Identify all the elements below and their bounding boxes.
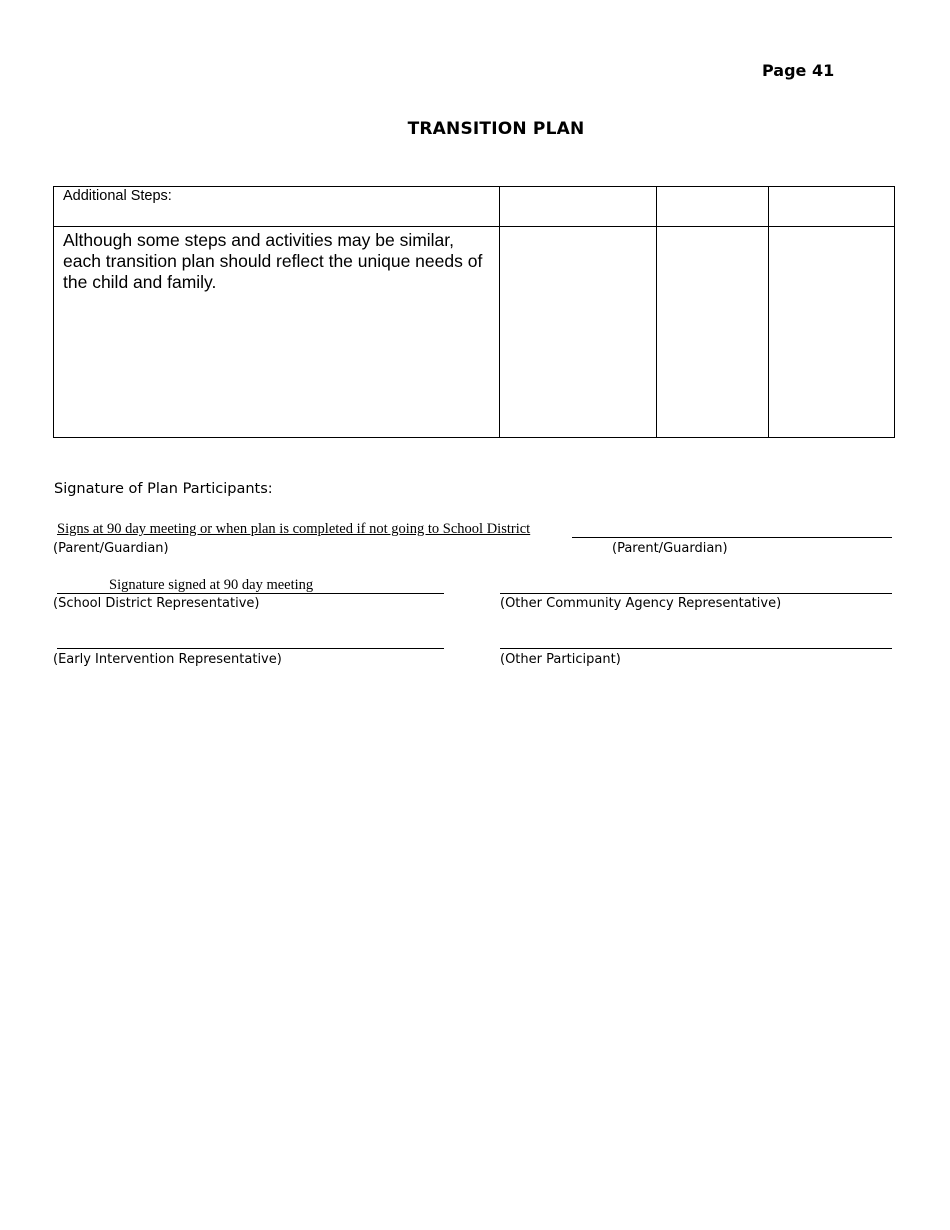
table-cell[interactable]: [500, 187, 657, 227]
parent-guardian-2-signature-line[interactable]: [572, 537, 892, 538]
table-cell[interactable]: [769, 227, 895, 438]
early-intervention-signature-line[interactable]: [57, 648, 444, 649]
page-title: TRANSITION PLAN: [407, 119, 585, 139]
table-cell-steps-header: [54, 187, 500, 227]
additional-steps-label: Additional Steps:: [63, 188, 172, 204]
community-agency-label: (Other Community Agency Representative): [500, 596, 782, 611]
table-cell[interactable]: [500, 227, 657, 438]
additional-steps-table: [53, 186, 895, 438]
school-district-label: (School District Representative): [53, 596, 260, 611]
early-intervention-label: (Early Intervention Representative): [53, 652, 282, 667]
community-agency-signature-line[interactable]: [500, 593, 892, 594]
page-number: Page 41: [762, 61, 835, 80]
table-cell[interactable]: [657, 227, 769, 438]
table-body-row: [54, 227, 895, 438]
table-cell[interactable]: [769, 187, 895, 227]
other-participant-label: (Other Participant): [500, 652, 621, 667]
other-participant-signature-line[interactable]: [500, 648, 892, 649]
school-district-signature-entry[interactable]: Signature signed at 90 day meeting: [109, 577, 314, 593]
steps-guidance-text: Although some steps and activities may be similar, each transition plan should reflect the unique needs of the child and family.: [63, 230, 483, 292]
school-district-signature-line[interactable]: [57, 593, 444, 594]
table-cell-steps-body[interactable]: [54, 227, 500, 438]
parent-guardian-signature-entry[interactable]: Signs at 90 day meeting or when plan is completed if not going to School District: [57, 521, 531, 537]
signature-heading: Signature of Plan Participants:: [54, 481, 273, 497]
parent-guardian-1-label: (Parent/Guardian): [53, 541, 169, 556]
table-cell[interactable]: [657, 187, 769, 227]
table-header-row: [54, 187, 895, 227]
parent-guardian-2-label: (Parent/Guardian): [612, 541, 728, 556]
